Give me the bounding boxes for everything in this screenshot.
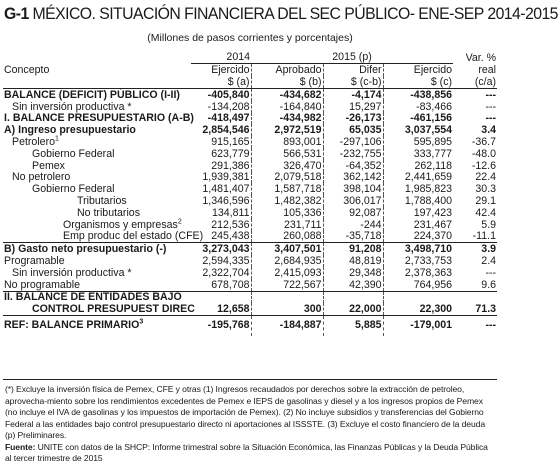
cell-cb: 5,885 [323, 316, 383, 336]
financial-table [3, 51, 497, 336]
cell-b: 2,079,518 [251, 172, 323, 184]
table-row [3, 124, 497, 136]
cell-b: -164,840 [251, 101, 323, 113]
footnotes [5, 384, 495, 465]
cell-a: 678,708 [211, 278, 250, 291]
cell-b: -184,887 [251, 316, 323, 336]
cell-c: 262,118 [383, 160, 453, 172]
footnote-marker: 1 [55, 135, 59, 143]
cell-b: 105,336 [251, 207, 323, 219]
cell-r: --- [485, 100, 497, 113]
cell-a: 915,165 [211, 135, 250, 148]
row-label [3, 148, 191, 160]
cell-b [251, 291, 323, 303]
header-row-labels [3, 64, 497, 77]
unit-c: $ (c) [383, 76, 453, 89]
row-label-text: I. BALANCE PRESUPUESTARIO (A-B) [4, 112, 194, 125]
row-label-text: CONTROL PRESUPUEST DIREC [32, 303, 195, 316]
row-label-text: B) Gasto neto presupuestario (-) [4, 243, 167, 256]
row-label-text: Tributarios [77, 194, 127, 207]
cell-cb: 92,087 [323, 207, 383, 219]
row-label-text: Organismos y empresas [63, 218, 178, 231]
cell-c: 1,788,400 [383, 195, 453, 207]
row-label [3, 219, 191, 231]
row-label [3, 303, 195, 316]
cell-r: 3.9 [453, 243, 497, 255]
footnote-marker: 2 [177, 218, 182, 226]
cell-c: 1,985,823 [383, 183, 453, 195]
cell-r: -12.6 [471, 159, 497, 172]
table-row [3, 243, 497, 255]
cell-cb: -64,352 [323, 160, 383, 172]
cell-c: 231,467 [383, 219, 453, 231]
row-label [3, 160, 191, 172]
table-row [3, 160, 497, 172]
row-label [3, 195, 191, 207]
cell-a: 245,438 [211, 230, 250, 243]
cell-r: --- [453, 316, 497, 336]
cell-c: 595,895 [383, 136, 453, 148]
unit-cb: $ (c-b) [323, 76, 383, 89]
table-row [3, 148, 497, 160]
cell-r: --- [485, 112, 497, 125]
row-label-text: Gobierno Federal [32, 147, 115, 160]
cell-cb: 398,104 [323, 183, 383, 195]
row-label [3, 207, 191, 219]
cell-cb: 48,819 [323, 255, 383, 267]
table-row [3, 183, 497, 195]
col-2015: 2015 (p) [251, 51, 453, 64]
cell-a: 1,346,596 [202, 194, 250, 207]
cell-b: 300 [251, 303, 323, 315]
row-label-text: A) Ingreso presupuestario [4, 124, 136, 137]
cell-cb: 91,208 [323, 243, 383, 255]
notes-divider [3, 379, 497, 380]
cell-cb: 306,017 [323, 195, 383, 207]
row-label [3, 101, 191, 113]
cell-c: 764,956 [383, 279, 453, 291]
title-text: MÉXICO. SITUACIÓN FINANCIERA DEL SEC PÚBLICO- ENE-SEP 2014-2015 [28, 4, 558, 23]
cell-c [383, 291, 453, 303]
row-label-text: II. BALANCE DE ENTIDADES BAJO [4, 291, 182, 304]
cell-a: -195,768 [191, 316, 251, 336]
table-row [3, 219, 497, 231]
cell-cb: 42,390 [323, 279, 383, 291]
cell-r: 2.4 [481, 254, 497, 267]
row-label [3, 279, 191, 291]
cell-b: 1,587,718 [251, 183, 323, 195]
cell-c: 2,733,753 [383, 255, 453, 267]
cell-c: 333,777 [383, 148, 453, 160]
row-label [3, 183, 191, 195]
row-label-text: No programable [4, 278, 80, 291]
cell-cb: 65,035 [323, 124, 383, 136]
cell-r: --- [485, 266, 497, 279]
col-real: real [478, 64, 497, 76]
cell-a: -405,840 [207, 88, 250, 101]
cell-a [191, 291, 251, 303]
cell-r: 30.3 [475, 183, 497, 196]
cell-a: 12,658 [217, 303, 250, 316]
cell-c: 22,300 [383, 303, 453, 315]
cell-b: -434,982 [251, 113, 323, 125]
cell-a: 134,811 [211, 206, 250, 219]
col-var: Var. % [465, 51, 497, 64]
table-row [3, 136, 497, 148]
cell-r: 9.6 [481, 278, 497, 291]
row-label [3, 316, 191, 336]
unit-b: $ (b) [251, 76, 323, 89]
cell-b: 326,470 [251, 160, 323, 172]
cell-b: -434,682 [251, 89, 323, 101]
source-text: UNITE con datos de la SHCP: Informe trimestral sobre la Situación Económica, las Finanzas Públicas y la Deuda Pública al tercer trimestre de 2015 [5, 441, 488, 463]
row-label [3, 172, 191, 184]
row-label [3, 243, 191, 255]
table-row [3, 316, 497, 336]
cell-a: 623,779 [211, 147, 250, 160]
row-label-text: Programable [4, 254, 65, 267]
col-2014: 2014 [191, 51, 251, 64]
cell-cb: -4,174 [323, 89, 383, 101]
cell-a: 3,273,043 [191, 243, 251, 255]
cell-b: 2,684,935 [251, 255, 323, 267]
cell-cb: -26,173 [323, 113, 383, 125]
subtitle: (Millones de pasos corrientes y porcentajes) [147, 32, 353, 44]
unit-a: $ (a) [191, 76, 251, 89]
col-aprobado: Aprobado [251, 64, 323, 77]
table-row [3, 207, 497, 219]
cell-r: 71.3 [475, 303, 497, 316]
col-ejercido-a: Ejercido [211, 64, 250, 76]
cell-c: 197,423 [383, 207, 453, 219]
header-row-years [3, 51, 497, 64]
row-label-text: Sin inversión productiva * [12, 100, 132, 113]
row-label [3, 89, 191, 101]
col-difer: Difer [323, 64, 383, 77]
row-label [3, 291, 191, 303]
cell-cb: -244 [323, 219, 383, 231]
cell-b: 2,415,093 [251, 267, 323, 279]
table-row [3, 279, 497, 291]
row-label [3, 136, 191, 148]
cell-r [453, 291, 497, 303]
cell-cb: -232,755 [323, 148, 383, 160]
table-row [3, 291, 497, 303]
row-label-text: Gobierno Federal [32, 183, 115, 196]
cell-b: 893,001 [251, 136, 323, 148]
row-label-text: Petrolero [12, 135, 55, 148]
row-label-text: Sin inversión productiva * [12, 266, 132, 279]
cell-c: -461,156 [383, 113, 453, 125]
cell-r: 29.1 [475, 194, 497, 207]
row-label [3, 267, 191, 279]
cell-r: --- [485, 88, 497, 101]
row-label [3, 112, 194, 125]
row-label-text: REF: BALANCE PRIMARIO [4, 319, 140, 332]
table-row [3, 89, 497, 101]
col-concept: Concepto [4, 64, 50, 76]
source-label: Fuente: [5, 441, 36, 452]
row-label-text: No petrolero [12, 171, 71, 184]
table-row [3, 101, 497, 113]
cell-r: 42.4 [475, 206, 497, 219]
cell-cb: 22,000 [323, 303, 383, 315]
table-body [3, 89, 497, 336]
header-row-units [3, 76, 497, 89]
cell-c: 2,378,363 [383, 267, 453, 279]
cell-a: -134,208 [207, 100, 250, 113]
cell-a: 1,481,407 [202, 183, 250, 196]
cell-c: -179,001 [383, 316, 453, 336]
cell-a: 2,322,704 [202, 266, 250, 279]
cell-r: -36.7 [471, 135, 497, 148]
cell-c: 2,441,659 [383, 172, 453, 184]
row-label-text: Pemex [32, 159, 65, 172]
cell-a: 212,536 [211, 218, 250, 231]
unit-ca: (c/a) [453, 76, 497, 89]
cell-r: -11.1 [472, 230, 497, 243]
col-ejercido-c: Ejercido [383, 64, 453, 77]
cell-b: 722,567 [251, 279, 323, 291]
row-label-text: No tributarios [77, 206, 140, 219]
cell-r: 22.4 [475, 171, 497, 184]
cell-cb: -35,718 [323, 231, 383, 243]
cell-a: -418,497 [207, 112, 250, 125]
table-row [3, 267, 497, 279]
row-label [3, 124, 191, 136]
cell-b: 2,972,519 [251, 124, 323, 136]
footnote-marker: 3 [139, 318, 144, 326]
cell-cb: 15,297 [323, 101, 383, 113]
cell-cb: 362,142 [323, 172, 383, 184]
cell-b: 260,088 [251, 231, 323, 243]
row-label-text: BALANCE (DEFICIT) PÚBLICO (I-II) [4, 88, 180, 101]
row-label [3, 230, 204, 243]
cell-b: 566,531 [251, 148, 323, 160]
table-row [3, 231, 497, 243]
cell-c: -83,466 [383, 101, 453, 113]
cell-a: 2,854,546 [202, 124, 250, 137]
table-row [3, 172, 497, 184]
row-label-text: Emp produc del estado (CFE) [63, 230, 204, 243]
footnote-text: (*) Excluye la inversión física de Pemex, CFE y otras (1) Ingresos recaudados por derechos sobre la extracción de petroleo, aprovecha-miento sobre los rendimientos excedentes de Pemex e IEPS de gasolinas y diesel y a los ingresos propios de Pemex (no incluye el IVA de gasolinas y los impuestos de importación de Pemex). (2) No incluye subsidios y transferencias del Gobierno Federal a las entidades bajo control presupuestario directo ni aportaciones al ISSSTE. (3) Excluye el costo financiero de la deuda (p) Preliminares. [5, 384, 485, 440]
cell-c: -438,856 [383, 89, 453, 101]
table-row [3, 195, 497, 207]
table-row [3, 303, 497, 315]
cell-a: 291,386 [211, 159, 250, 172]
cell-cb: -297,106 [323, 136, 383, 148]
cell-b: 1,482,382 [251, 195, 323, 207]
page-title [4, 2, 558, 26]
row-label [3, 255, 191, 267]
cell-a: 1,939,381 [202, 171, 250, 184]
cell-c: 224,370 [383, 231, 453, 243]
cell-a: 2,594,335 [202, 254, 250, 267]
cell-r: 3.4 [481, 124, 497, 137]
cell-cb [323, 291, 383, 303]
cell-b: 3,407,501 [251, 243, 323, 255]
table-row [3, 255, 497, 267]
cell-b: 231,711 [251, 219, 323, 231]
cell-c: 3,037,554 [383, 124, 453, 136]
cell-c: 3,498,710 [383, 243, 453, 255]
figure-code: G-1 [4, 4, 29, 23]
cell-r: 5.9 [481, 218, 497, 231]
cell-cb: 29,348 [323, 267, 383, 279]
cell-r: -48.0 [471, 147, 497, 160]
table-row [3, 113, 497, 125]
